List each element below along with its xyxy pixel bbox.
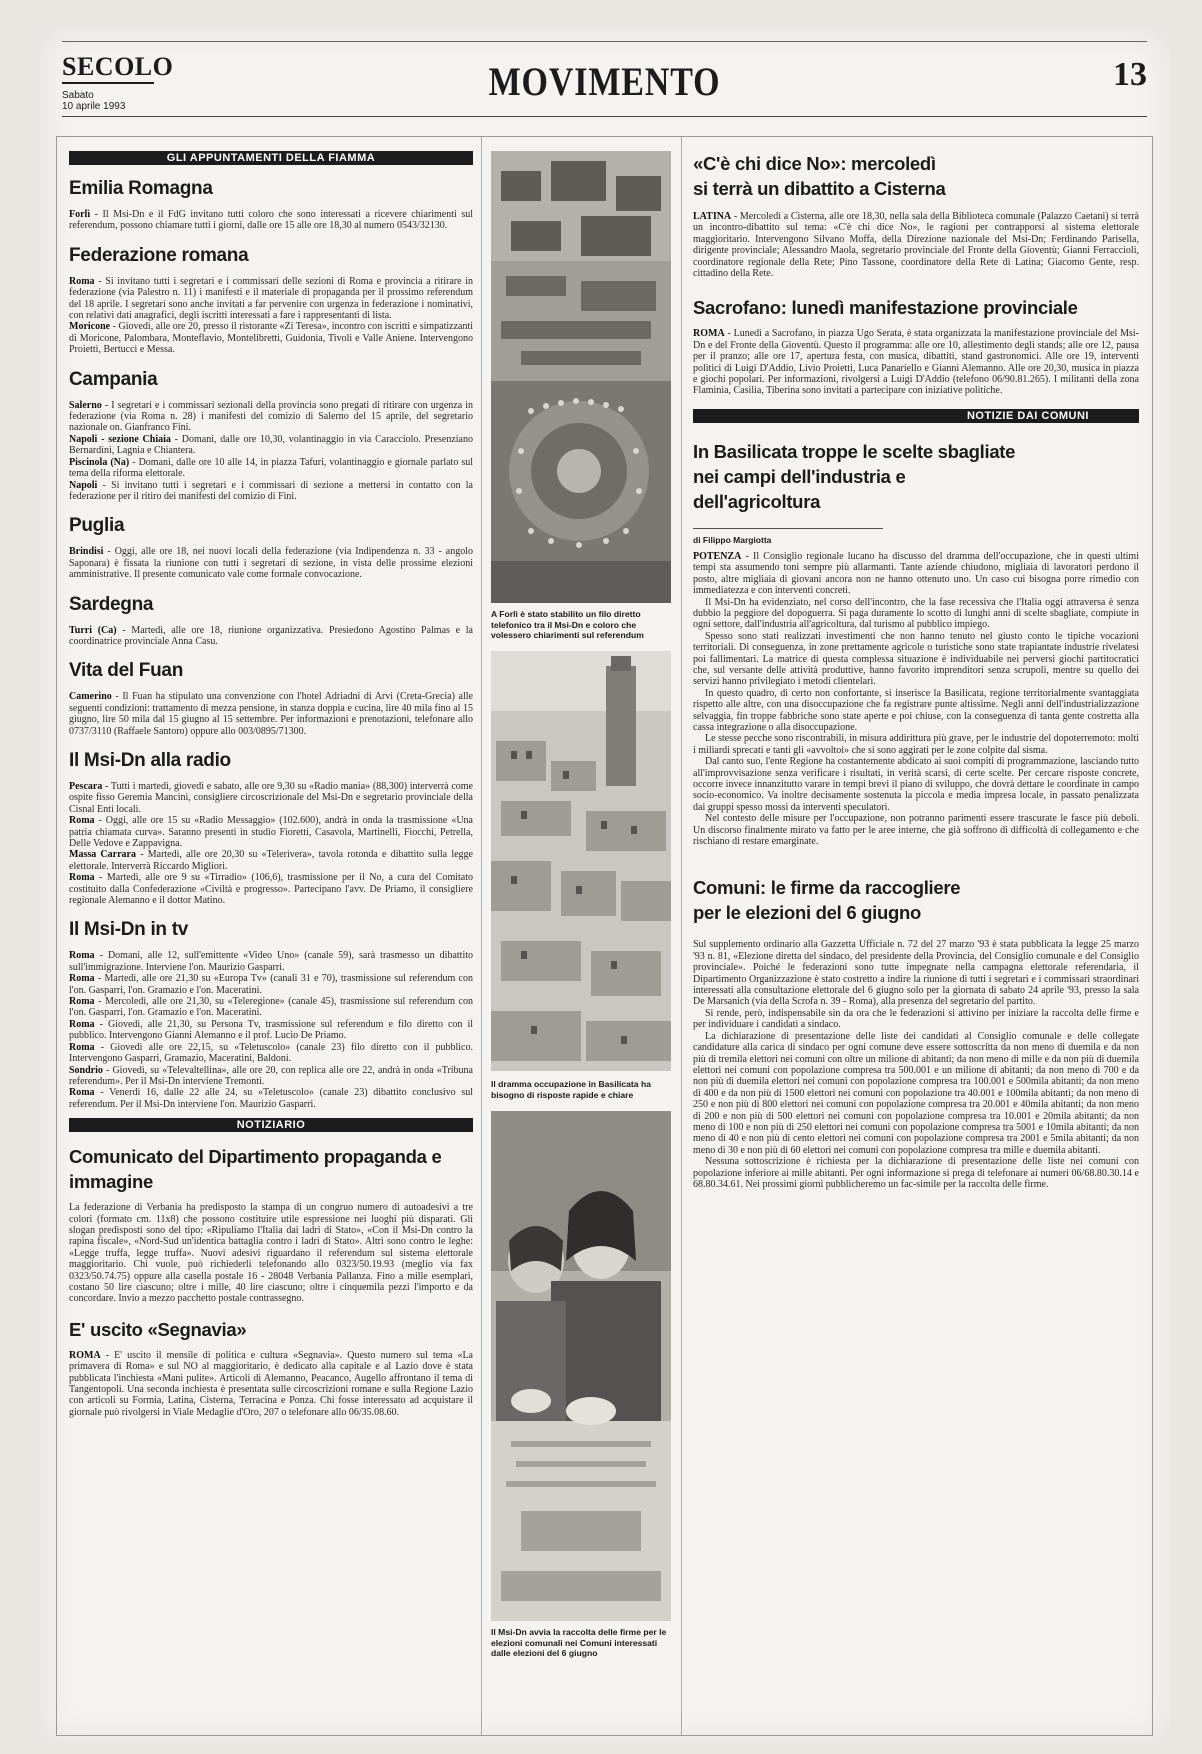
- column-rule-2: [681, 137, 682, 1735]
- dateline: Roma: [69, 1018, 95, 1030]
- dateline: Roma: [69, 815, 95, 827]
- issue-date-text: 10 aprile 1993: [62, 101, 126, 112]
- item-heading: Comunicato del Dipartimento propaganda e immagine: [69, 1146, 442, 1193]
- paragraph: [69, 1065, 473, 1088]
- dateline: Roma: [69, 996, 95, 1008]
- article-firme-body: [693, 939, 1139, 1190]
- paragraph: [69, 872, 473, 906]
- paragraph-text: La dichiarazione di presentazione delle liste dei candidati al Consiglio comunale e delle collegate candidature alla carica di sindaco per ogni comune deve essere sottoscritta da non meno di duemila e da non più di tremila elettori nei comuni con oltre un milione di abitanti; da non meno di mille e da non più di duemila elettori nei comuni con popolazione compresa tra 500.001 e un milione di abitanti; da non meno di 700 e da non più di duemila elettori nei comuni con popolazione compresa tra 100.001 e 500mila abitanti; da non meno di 400 e da non più di 1500 elettori nei comuni con popolazione tra 40.001 e 100mila abitanti; da non meno di 250 e non più di 800 elettori nei comuni con popolazione compresa tra 20.001 e 40mila abitanti; da non meno di 200 e non più di 500 elettori nei comuni con popolazione compresa tra 10.001 e 20mila abitanti; da non meno di 100 e non più di 250 elettori nei comuni con popolazione compresa tra 5001 e 10mila abitanti; da non meno di 40 e non più di cento elettori nei comuni con popolazione compresa tra 2001 e 5mila abitanti; da non meno di 30 e non più di 60 elettori nei comuni con popolazione compresa tra mille e duemila abitanti.: [693, 1030, 1139, 1156]
- paragraph-text: Nel contesto delle misure per l'occupazione, non potranno parimenti essere trascurate le fasce più deboli. Un discorso finalmente mirato va fatto per le aree interne, che già soffrono di difficoltà di collegamento e che rischiano di restare emarginate.: [693, 813, 1139, 848]
- paragraph: [69, 1042, 473, 1065]
- paragraph-text: - Martedì, alle ore 20,30 su «Telerivera», tavola rotonda e dibattito sulla legge elettorale. Interverrà Riccardo Migliori.: [69, 849, 473, 872]
- right-column: [693, 151, 1139, 1190]
- paragraph-text: Il Msi-Dn ha evidenziato, nel corso dell'incontro, che la fase recessiva che l'Italia oggi attraversa è senza dubbio la peggiore del dopoguerra. Si paga duramente lo scotto di lunghi anni di scelte sbagliate, compiute in ogni settore, dall'industria all'agricoltura, dal turismo al pubblico impiego.: [693, 596, 1139, 631]
- headline-firme: Comuni: le firme da raccogliere per le elezioni del 6 giugno: [693, 877, 961, 924]
- paragraph-text: Nessuna sottoscrizione è richiesta per la dichiarazione di presentazione delle liste nei comuni con popolazione inferiore ai mille abitanti. Per ogni informazione si prega di telefonare ai numeri 06/68.80.30.14 e 68.80.34.61. Nei prossimi giorni pubblicheremo un fac-simile per la raccolta delle firme.: [693, 1156, 1139, 1190]
- paragraph: [69, 480, 473, 503]
- paragraph-text: Sul supplemento ordinario alla Gazzetta Ufficiale n. 72 del 27 marzo '93 è stata pubblicata la legge 25 marzo '93 n. 81, «Elezione diretta del sindaco, del presidente della Provincia, del Consiglio comunale e del Consiglio provinciale». Poiché le federazioni sono tutte impegnate nella campagna elettorale referendaria, il Dipartimento Organizzazione è stato costretto a indire la riunione di tutti i segretari e i commissari straordinari interessati alla consultazione elettorale del 6 giugno solo per la giornata di sabato 24 aprile '93, presso la sala De Marsanich (via della Scrofa n. 39 - Roma), alla presenza del segretario del partito.: [693, 939, 1139, 1008]
- item-heading: Campania: [69, 368, 158, 390]
- dateline: Sondrio: [69, 1064, 103, 1076]
- paragraph-text: - Martedì, alle ore 9 su «Tirradio» (106,6), trasmissione per il No, a cura del Comitato costituito dalla Confederazione «Civiltà e progresso». Partecipano l'avv. De Priamo, il consigliere regionale Alemanno e il dottor Matino.: [69, 872, 473, 907]
- item-heading: Vita del Fuan: [69, 660, 183, 682]
- news-item: [69, 918, 473, 1110]
- news-item: [69, 659, 473, 737]
- middle-column: [491, 151, 671, 1721]
- item-heading: Puglia: [69, 515, 125, 537]
- paragraph-text: Le stesse pecche sono riscontrabili, in misura addirittura più grave, per le industrie del dopoterremoto: molti i miliardi sprecati e tanti gli «avvoltoi» che si sono aggirati per le zone colpite dal sisma.: [693, 733, 1139, 756]
- masthead: [62, 38, 1147, 118]
- paragraph-text: - Il Consiglio regionale lucano ha discusso del dramma dell'occupazione, che in questi ultimi tempi sta assumendo toni sempre più allarmanti. Tante aziende chiudono, migliaia di lavoratori perdono il posto, altre migliaia di giovani ancora non ne hanno ottenuto uno. Un caso cui bisogna porre rimedio con immediatezza e con interventi concreti.: [693, 550, 1139, 597]
- column-rule-1: [481, 137, 482, 1735]
- newspaper-logo: SECOLO: [62, 52, 174, 81]
- item-heading: Il Msi-Dn alla radio: [69, 749, 231, 771]
- paragraph: [693, 813, 1139, 847]
- dateline: ROMA: [69, 1349, 101, 1361]
- section-bar-appuntamenti: GLI APPUNTAMENTI DELLA FIAMMA: [69, 151, 473, 165]
- paragraph-text: - Oggi, alle ore 15 su «Radio Messaggio» (102.600), andrà in onda la trasmissione «Una patria chiamata curva». Saranno presenti in studio Fioretti, Casavola, Martinelli, Fiocchi, Petrella, Delle Vedove e Zappavigna.: [69, 815, 473, 849]
- paragraph-text: - I segretari e i commissari sezionali della provincia sono pregati di ritirare con urgenza in federazione (via Roma n. 28) i manifesti del comizio di Salerno del 15 aprile, del segretario nazionale on. Gianfranco Fini.: [69, 399, 473, 434]
- dateline-roma: ROMA: [693, 328, 725, 340]
- paragraph: [69, 996, 473, 1019]
- paragraph: [69, 546, 473, 580]
- article-basilicata: [693, 439, 1139, 848]
- paragraph: [69, 321, 473, 355]
- dateline: Salerno: [69, 399, 102, 411]
- dateline: Roma: [69, 1087, 95, 1099]
- paragraph-text: - Domani, dalle ore 10 alle 14, in piazza Tafuri, volantinaggio e giornale parlato sul tema della riforma elettorale.: [69, 456, 474, 480]
- dateline: Moricone: [69, 321, 111, 333]
- paragraph-text: - Giovedì alle ore 22,15, su «Teletuscolo» (canale 23) filo diretto con il pubblico. Intervengono Gasparri, Gramazio, Maceratini, Baldoni.: [69, 1041, 473, 1065]
- paragraph-text: - Domani, alle 12, sull'emittente «Video Uno» (canale 59), sarà trasmesso un dibattito sull'immigrazione. Interviene l'on. Maurizio Gasparri.: [69, 950, 473, 973]
- dateline: Forlì: [69, 209, 91, 220]
- paragraph-text: Spesso sono stati realizzati investimenti che non hanno tenuto nel giusto conto le tipiche vocazioni territoriali. Di conseguenza, in zone prettamente agricole o turistiche sono state trapiantate industrie rivelatesi poi fallimentari. La matrice di questa complessa situazione è individuabile nei perversi giochi partitocratici che, sul versante delle attività produttive, hanno favorito imprenditori senza scrupoli, mentre su quello dei servizi hanno privilegiato i metodi clientelari.: [693, 630, 1139, 688]
- paragraph-text: - Tutti i martedì, giovedì e sabato, alle ore 9,30 su «Radio mania» (88,300) interverrà come ospite fisso Geremia Mancini, consigliere circoscrizionale del Msi-Dn e segretario provinciale della Cisnal Enti locali.: [69, 780, 473, 815]
- paragraph-text: - Il Msi-Dn e il FdG invitano tutti coloro che sono interessati a ricevere chiarimenti sul referendum, possono chiamare tutti i giorni, dalle ore 15 alle ore 18,30 al numero 0543/32130.: [69, 209, 473, 232]
- paragraph-text: - Giovedì, alle 21,30, su Persona Tv, trasmissione sul referendum e filo diretto con il pubblico. Intervengono Gianni Alemanno e il prof. Lucio De Priamo.: [69, 1018, 473, 1042]
- dateline: Piscinola (Na): [69, 456, 130, 468]
- paragraph-text: - Il Fuan ha stipulato una convenzione con l'hotel Adriadni di Arvi (Creta-Grecia) alle seguenti condizioni: trattamento di mezza pensione, in stanza doppia e cucina, lire 40 mila fino al 15 giugno, lire 50 mila dal 15 giugno al 15 settembre. Per informazioni e prenotazioni, telefonare allo 0737/3110 (Raffaele Santoro) oppure allo 003/0895/71300.: [69, 691, 473, 737]
- paragraph-text: - Si invitano tutti i segretari e i commissari delle sezioni di Roma e provincia a ritirare in federazione (via Palestro n. 11) i manifesti e il materiale di propaganda per il prossimo referendum del 18 aprile. I segretari sono anche invitati a far pervenire con urgenza in federazione i nominativi, con relativi dati anagrafici, degli iscritti interessati a fare i rappresentanti di lista.: [69, 275, 473, 322]
- dateline: Roma: [69, 1041, 95, 1053]
- news-item: [69, 177, 473, 232]
- news-item: [69, 244, 473, 356]
- photo-caption-1: A Forlì è stato stabilito un filo diretto telefonico tra il Msi-Dn e coloro che volessero chiarimenti sul referendum: [491, 609, 644, 640]
- paragraph: [693, 597, 1139, 631]
- appuntamenti-list: [69, 177, 473, 1110]
- paragraph: [69, 1087, 473, 1110]
- dateline: Camerino: [69, 691, 112, 703]
- paragraph-text: Si rende, però, indispensabile sin da ora che le federazioni si attivino per iniziare la raccolta delle firme e per individuare i candidati a sindaco.: [693, 1007, 1139, 1031]
- news-item: [69, 593, 473, 648]
- photo-caption-2: Il dramma occupazione in Basilicata ha bisogno di risposte rapide e chiare: [491, 1079, 651, 1100]
- dateline: Napoli: [69, 479, 98, 491]
- paragraph-text: - Oggi, alle ore 18, nei nuovi locali della federazione (via Indipendenza n. 33 - angolo Saponara) è fissata la riunione con tutti i segretari di sezione, in vista delle prossime elezioni amministrative. Il presente comunicato vale come formale convocazione.: [69, 546, 473, 581]
- paragraph-text: - E' uscito il mensile di politica e cultura «Segnavia». Questo numero sul tema «La primavera di Roma» e sul NO al maggioritario, è dedicato alla capitale e al Lazio dove è stata pubblicata l'inchiesta «Mani pulite». Articoli di Alemanno, Peacanco, Augello affrontano il tema di Tangentopoli. Una seconda inchiesta è presentata sulle circoscrizioni romane e sulla Regione Lazio con articoli su Formia, Latina, Cisterna, Terracina e Ponza. Chi fosse interessato ad acquistare il giornale può rivolgersi in Viale Medaglie d'Oro, 207 o telefonare allo 06/35.08.60.: [69, 1349, 473, 1418]
- article-cisterna-body: [693, 211, 1139, 279]
- content-frame: [56, 136, 1153, 1736]
- news-item: [69, 1144, 473, 1305]
- dateline: Pescara: [69, 780, 103, 792]
- paragraph: [693, 551, 1139, 597]
- paragraph-text: - Martedì, alle ore 18, riunione organizzativa. Presiedono Agostino Palmas e la coordinatrice provinciale Anna Casu.: [69, 624, 473, 647]
- notiziario-list: [69, 1144, 473, 1418]
- paragraph: [69, 457, 473, 480]
- paragraph: [69, 1350, 473, 1418]
- dateline: Roma: [69, 973, 95, 985]
- paragraph: [693, 1156, 1139, 1190]
- photo-forli-aerial: [491, 151, 671, 603]
- article-sacrofano-body: [693, 328, 1139, 396]
- headline-cisterna: «C'è chi dice No»: mercoledì si terrà un dibattito a Cisterna: [693, 153, 946, 199]
- paragraph: [69, 950, 473, 973]
- paragraph: [693, 1031, 1139, 1156]
- dateline: Roma: [69, 950, 95, 962]
- headline-basilicata: In Basilicata troppe le scelte sbagliate nei campi dell'industria e dell'agricoltura: [693, 440, 1016, 512]
- article-firme: [693, 875, 1139, 1190]
- item-heading: E' uscito «Segnavia»: [69, 1318, 247, 1340]
- paragraph: [69, 973, 473, 996]
- dateline: Napoli - sezione Chiaia: [69, 433, 171, 445]
- paragraph-text: - Giovedì, su «Televaltellina», alle ore 20, con replica alle ore 22, andrà in onda «Tribuna referendum». Per il Msi-Dn interviene Tremonti.: [69, 1064, 473, 1087]
- article-basilicata-body: [693, 551, 1139, 848]
- paragraph-text: - Si invitano tutti i segretari e i commissari di sezione a mettersi in contatto con la federazione per il ritiro dei manifesti del comizio di Fini.: [69, 479, 473, 502]
- paragraph: [693, 756, 1139, 813]
- dateline: Brindisi: [69, 546, 104, 558]
- paragraph: [69, 849, 473, 872]
- dateline: POTENZA: [693, 550, 742, 562]
- paragraph: [69, 691, 473, 737]
- paragraph-text: - Martedì, alle ore 21,30 su «Europa Tv» (canali 31 e 70), trasmissione sul referendum con l'on. Gasparri, l'on. Gramazio e l'on. Maceratini.: [69, 973, 473, 996]
- item-heading: Sardegna: [69, 593, 154, 615]
- paragraph: [693, 733, 1139, 756]
- paragraph-text: - Giovedì, alle ore 20, presso il ristorante «Zi Teresa», incontro con iscritti e simpatizzanti di Moricone, Palombara, Monteflavio, Montelibretti, Guidonia, Tivoli e Valle Aniene. Intervengono Proietti, Bertucci e Messa.: [69, 321, 473, 356]
- issue-day: Sabato: [62, 90, 94, 101]
- left-column: [69, 151, 473, 1418]
- item-heading: Federazione romana: [69, 244, 249, 266]
- masthead-bottom-rule: [62, 116, 1147, 117]
- article-sacrofano: [693, 295, 1139, 396]
- paragraph-text: In questo quadro, di certo non confortante, si inserisce la Basilicata, regione territorialmente svantaggiata rispetto alle altre, con una disoccupazione che fa registrare punte altissime. Negli anni dell'industrializzazione selvaggia, fin troppe fabbriche sono state aperte e poi chiuse, con la conseguenza di tanta gente costretta alla cassa integrazione o alla disoccupazione.: [693, 687, 1139, 733]
- paragraph-text: - Mercoledì, alle ore 21,30, su «Teleregione» (canale 45), trasmissione sul referendum con l'on. Gasparri, l'on. Gramazio e l'on. Maceratini.: [69, 996, 473, 1019]
- byline-rule: [693, 528, 883, 529]
- section-bar-notizie-comuni: NOTIZIE DAI COMUNI: [693, 409, 1139, 423]
- paragraph: [69, 625, 473, 648]
- dateline-latina: LATINA: [693, 211, 732, 222]
- section-title: MOVIMENTO: [488, 59, 721, 104]
- page-number: 13: [1113, 56, 1147, 93]
- paragraph: [69, 1019, 473, 1042]
- paragraph-text: - Domani, dalle ore 10,30, volantinaggio in via Caracciolo. Presenziano Bernardini, Lagnia e Chiantera.: [69, 433, 473, 457]
- paragraph: [69, 434, 473, 457]
- news-item: [69, 1317, 473, 1418]
- masthead-top-rule: [62, 41, 1147, 42]
- dateline: Roma: [69, 275, 95, 287]
- issue-date: [62, 90, 125, 112]
- article-cisterna-text: - Mercoledì a Cisterna, alle ore 18,30, nella sala della Biblioteca comunale (Palazzo Caetani) si terrà un incontro-dibattito sul tema: «C'è chi dice No», le ragioni per contrapporsi al sistema elettorale maggioritario. Intervengono Silvano Moffa, della Direzione nazionale del Msi-Dn; Ferdinando Parisella, dirigente provinciale; Alessandro Maola, segretario provinciale del Fronte della Gioventù; Gianni Ferraccioli, coordinatore regionale della Rete; Pino Tassone, coordinatore della Rete di Latina; Giacomo Gente, resp. cittadino della Rete.: [693, 211, 1139, 280]
- paragraph: [693, 688, 1139, 734]
- photo-caption-3: Il Msi-Dn avvia la raccolta delle firme per le elezioni comunali nei Comuni interessati dalle elezioni del 6 giugno: [491, 1627, 667, 1658]
- byline: di Filippo Margiotta: [693, 534, 772, 545]
- paragraph: [69, 781, 473, 815]
- article-sacrofano-text: - Lunedì a Sacrofano, in piazza Ugo Serata, è stata organizzata la manifestazione provinciale del Msi-Dn e del Fronte della Gioventù. Questo il programma: alle ore 10, allestimento degli stands; alle ore 12, pausa per il pranzo; alle ore 17, apertura festa, con musica, dibattiti, stand gastronomici. Alle ore 19, interventi politici di Luigi D'Addio, Livio Proietti, Luca Panariello e Gianni Alemanno. Alle ore 20,30, musica in piazza e giochi popolari. Per informazioni, rivolgersi a Luigi D'Addio (telefono 06/90.81.265). I militanti della zona Flaminia, Casilia, Tiberina sono invitati a partecipare con iniziative politiche.: [693, 328, 1139, 397]
- article-cisterna: [693, 151, 1139, 279]
- photo-signature-collection: [491, 1111, 671, 1621]
- item-heading: Emilia Romagna: [69, 178, 213, 199]
- news-item: [69, 514, 473, 580]
- paragraph: [69, 209, 473, 232]
- paragraph: [693, 631, 1139, 688]
- paragraph-text: La federazione di Verbania ha predisposto la stampa di un congruo numero di autoadesivi a tre colori (formato cm. 11x8) che possono costituire utile espressione nei luoghi più disparati. Gli slogan predisposti sono del tipo: «Ripuliamo l'Italia dai ladri di Stato», «Con il Msi-Dn contro la rapina fiscale», «Nord-Sud un'identica battaglia contro i ladri di Stato». Altri sono contro le leghe: «Legge truffa, legge truffa». Nuovi adesivi riguardano il referendum sul sistema elettorale maggioritario. Chi vuole, può richiederli telefonando allo 0323/50.19.93 (meglio via fax 0323/50.74.75) oppure alla casella postale 16 - 28048 Verbania Pallanza. Fino a mille esemplari, costano 50 lire ciascuno; oltre i mille, 40 lire ciascuno; oltre i cinquemila pezzi l'importo e da concordare. Invio a mezzo pacchetto postale contrassegno.: [69, 1202, 473, 1305]
- logo-underline: [62, 82, 154, 84]
- photo-basilicata-town: [491, 651, 671, 1071]
- paragraph: [69, 400, 473, 434]
- paragraph-text: Dal canto suo, l'ente Regione ha costantemente abdicato ai suoi compiti di programmazione, lasciando tutto all'improvvisazione senza verificare i risultati, in verità scarsi, di certe scelte. Per cercare risposte concrete, occorre invece innanzitutto varare in tempi brevi il piano di sviluppo, che dovrà dettare le coordinate in campo socio-economico. Va inoltre decisamente sostenuta la piccola e media impresa locale, in passato penalizzata dai gruppi spesso mossi da interventi speculatori.: [693, 756, 1139, 813]
- dateline: Roma: [69, 872, 95, 884]
- dateline: Massa Carrara: [69, 849, 136, 861]
- news-item: [69, 749, 473, 906]
- paragraph: [69, 276, 473, 322]
- paragraph: [693, 1008, 1139, 1031]
- paragraph: [69, 815, 473, 849]
- paragraph: [69, 1202, 473, 1305]
- paragraph: [693, 939, 1139, 1007]
- paragraph-text: - Venerdì 16, dalle 22 alle 24, su «Teletuscolo» (canale 23) dibattito conclusivo sul referendum. Per il Msi-Dn interviene l'on. Maurizio Gasparri.: [69, 1087, 473, 1110]
- headline-sacrofano: Sacrofano: lunedì manifestazione provinciale: [693, 297, 1078, 319]
- dateline: Turri (Ca): [69, 624, 117, 636]
- section-bar-notiziario: NOTIZIARIO: [69, 1118, 473, 1132]
- item-heading: Il Msi-Dn in tv: [69, 919, 189, 941]
- news-item: [69, 368, 473, 503]
- newspaper-page: [40, 28, 1170, 1744]
